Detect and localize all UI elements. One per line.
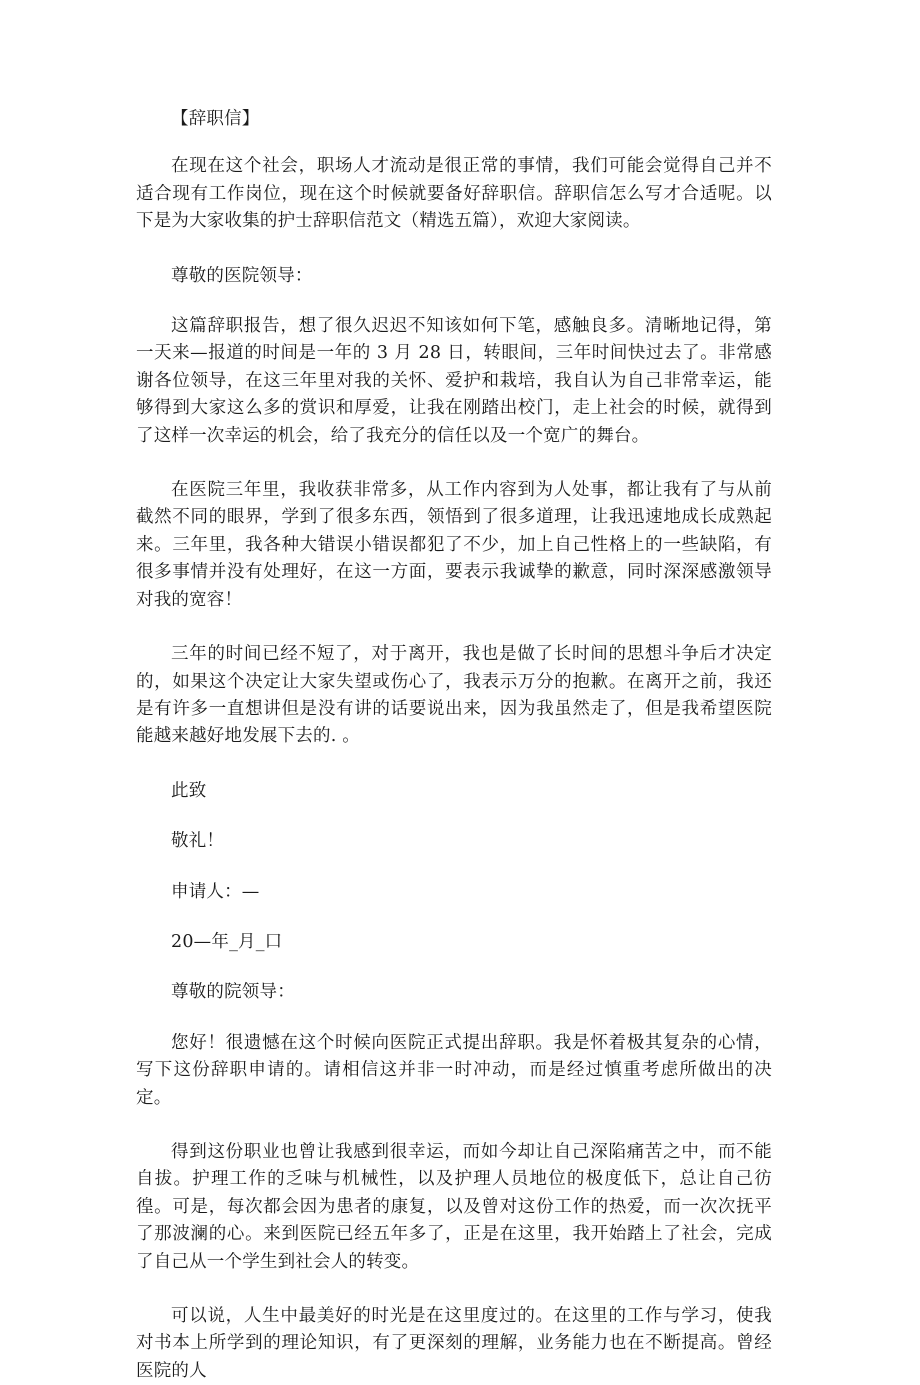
document-title: 【辞职信】 [171,109,260,129]
letter1-paragraph: 这篇辞职报告，想了很久迟迟不知该如何下笔，感触良多。清晰地记得，第一天来—报道的时间是一年的 3 月 28 日，转眼间，三年时间快过去了。非常感谢各位领导，在这三年里对我的关怀、爱护和栽培，我自认为自己非常幸运，能够得到大家这么多的赏识和厚爱，让我在刚踏出校门，走上社会的时候，就得到了这样一次幸运的机会，给了我充分的信任以及一个宽广的舞台。 [136,316,772,446]
document-body [136,106,772,1385]
letter2-salutation: 尊敬的院领导： [171,982,295,1003]
letter1-closing: 此致 [171,780,207,801]
letter1-date: 20—年_月_口 [171,931,283,952]
letter1-applicant: 申请人：— [171,881,260,902]
letter1-paragraph: 三年的时间已经不短了，对于离开，我也是做了长时间的思想斗争后才决定的，如果这个决定让大家失望或伤心了，我表示万分的抱歉。在离开之前，我还是有许多一直想讲但是没有讲的话要说出来，因为我虽然走了，但是我希望医院能越来越好地发展下去的. 。 [136,644,772,747]
letter2-paragraph: 可以说，人生中最美好的时光是在这里度过的。在这里的工作与学习，使我对书本上所学到的理论知识，有了更深刻的理解，业务能力也在不断提高。曾经医院的人 [136,1306,772,1381]
letter1-regards: 敬礼！ [171,831,225,852]
letter2-paragraph: 您好！很遗憾在这个时候向医院正式提出辞职。我是怀着极其复杂的心情，写下这份辞职申请的。请相信这并非一时冲动，而是经过慎重考虑所做出的决定。 [136,1032,772,1108]
intro-paragraph: 在现在这个社会，职场人才流动是很正常的事情，我们可能会觉得自己并不适合现有工作岗位，现在这个时候就要备好辞职信。辞职信怎么写才合适呢。以下是为大家收集的护士辞职信范文（精选五篇），欢迎大家阅读。 [136,156,772,232]
letter1-salutation: 尊敬的医院领导： [171,265,313,286]
letter1-paragraph: 在医院三年里，我收获非常多，从工作内容到为人处事，都让我有了与从前截然不同的眼界，学到了很多东西，领悟到了很多道理，让我迅速地成长成熟起来。三年里，我各种大错误小错误都犯了不少，加上自己性格上的一些缺陷，有很多事情并没有处理好，在这一方面，要表示我诚挚的歉意，同时深深感激领导对我的宽容！ [136,480,772,610]
letter2-paragraph: 得到这份职业也曾让我感到很幸运，而如今却让自己深陷痛苦之中，而不能自拔。护理工作的乏味与机械性，以及护理人员地位的极度低下，总让自己彷徨。可是，每次都会因为患者的康复，以及曾对这份工作的热爱，而一次次抚平了那波澜的心。来到医院已经五年多了，正是在这里，我开始踏上了社会，完成了自己从一个学生到社会人的转变。 [136,1141,772,1272]
